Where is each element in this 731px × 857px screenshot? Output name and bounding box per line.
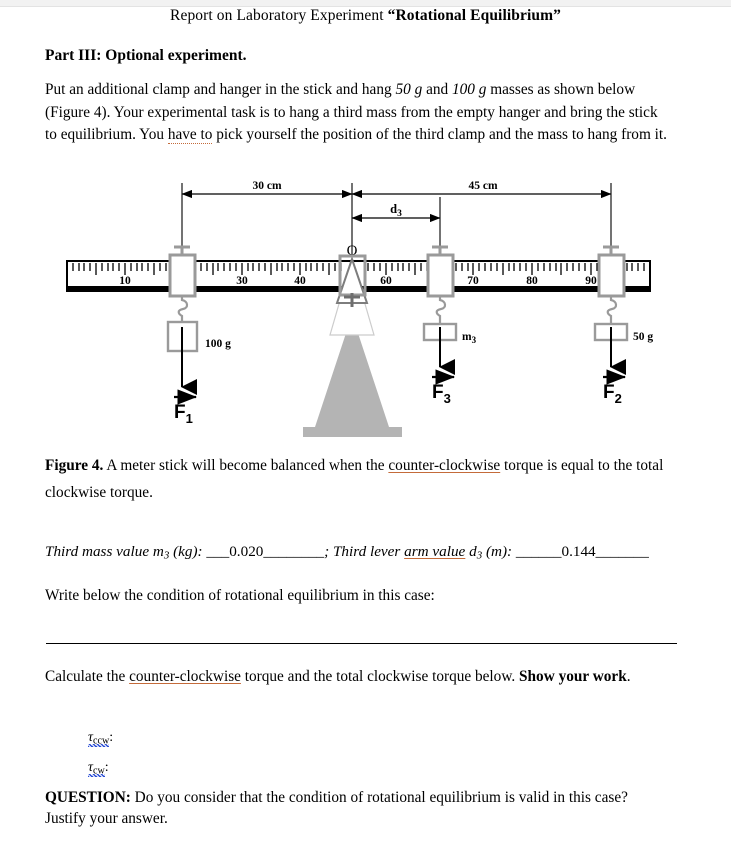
ruler-label-10: 10 bbox=[119, 275, 131, 287]
tau-cw-symbol: τ bbox=[88, 760, 94, 775]
intro-mass-100g: 100 g bbox=[452, 81, 487, 98]
ruler-label-40: 40 bbox=[294, 275, 306, 287]
answer-blank-rule[interactable] bbox=[46, 643, 677, 644]
tau-cw-subscript: cw bbox=[93, 765, 105, 777]
question-text: Do you consider that the condition of rotational equilibrium is valid in this case? Justify your answer. bbox=[45, 789, 628, 827]
tau-ccw-symbol-group bbox=[88, 730, 109, 749]
force-label-F1 bbox=[174, 397, 196, 426]
tau-cw-colon: : bbox=[104, 760, 109, 775]
calculate-prompt bbox=[45, 663, 665, 690]
intro-spellcheck-phrase: have to bbox=[167, 126, 213, 143]
intro-paragraph bbox=[45, 79, 673, 147]
hook-100g bbox=[179, 296, 187, 322]
third-mass-answer-line bbox=[45, 543, 695, 562]
third-b: (kg): ___ bbox=[169, 543, 230, 560]
dimension-d3-label: $d_3$ bbox=[390, 202, 402, 219]
third-c: ________; Third lever bbox=[263, 543, 405, 560]
third-d: d bbox=[465, 543, 477, 560]
svg-text:F3: $F_3$ bbox=[432, 382, 451, 406]
mass-m3-label: $m_3$ bbox=[462, 331, 477, 345]
figure-caption-a: A meter stick will become balanced when the bbox=[103, 457, 389, 474]
calc-c: . bbox=[626, 668, 631, 685]
third-spellcheck: arm value bbox=[404, 543, 466, 560]
svg-text:F2: $F_2$ bbox=[603, 382, 622, 406]
tau-ccw-subscript: ccw bbox=[93, 735, 110, 747]
third-f: _______ bbox=[595, 543, 649, 560]
ruler-label-70: 70 bbox=[467, 275, 479, 287]
dimension-30cm-label: 30 cm bbox=[252, 180, 282, 192]
clamp-50g bbox=[599, 246, 624, 296]
third-mass-value[interactable]: 0.020 bbox=[229, 543, 264, 560]
third-sub-1: 3 bbox=[163, 549, 170, 562]
hook-50g bbox=[608, 296, 616, 324]
figure-caption bbox=[45, 452, 677, 506]
document-title bbox=[0, 7, 731, 25]
dimension-45cm bbox=[352, 180, 611, 194]
ruler-label-30: 30 bbox=[236, 275, 248, 287]
third-a: Third mass value m bbox=[45, 543, 164, 560]
third-lever-arm-value[interactable]: 0.144 bbox=[561, 543, 596, 560]
clamp-m3 bbox=[428, 246, 453, 296]
dimension-d3 bbox=[352, 202, 440, 219]
tau-ccw-colon: : bbox=[109, 730, 114, 745]
dimension-45cm-label: 45 cm bbox=[468, 180, 498, 192]
calc-bold: Show your work bbox=[519, 668, 627, 685]
pivot-label-O: O bbox=[346, 243, 358, 259]
calc-b: torque and the total clockwise torque below. bbox=[240, 668, 520, 685]
ruler-label-90: 90 bbox=[585, 275, 597, 287]
weight-100g-label: 100 g bbox=[205, 338, 231, 350]
dimension-30cm bbox=[182, 180, 352, 194]
third-sub-2: 3 bbox=[476, 549, 483, 562]
third-e: (m): ______ bbox=[482, 543, 562, 560]
weight-50g-label: 50 g bbox=[633, 331, 654, 343]
tau-cw-symbol-group bbox=[88, 760, 105, 779]
intro-text-c: masses as shown below (Figure 4). Your experimental task is to hang a third mass from the empty hanger and bring the stick to equilibrium. You bbox=[45, 81, 658, 143]
question-paragraph bbox=[45, 787, 665, 829]
force-label-F2 bbox=[603, 377, 625, 406]
ruler-label-60: 60 bbox=[380, 275, 392, 287]
clamp-100g bbox=[170, 246, 195, 296]
intro-mass-50g: 50 g bbox=[395, 81, 423, 98]
figure-caption-b: torque is equal to the total clockwise torque. bbox=[45, 457, 664, 501]
force-label-F3 bbox=[432, 377, 454, 406]
figure-4-diagram bbox=[0, 175, 731, 445]
ruler-label-80: 80 bbox=[526, 275, 538, 287]
question-label: QUESTION: bbox=[45, 789, 131, 806]
document-title-plain: Report on Laboratory Experiment bbox=[170, 7, 388, 24]
tau-ccw-entry[interactable] bbox=[88, 730, 113, 747]
part-heading: Part III: Optional experiment. bbox=[45, 47, 247, 64]
figure-caption-label: Figure 4. bbox=[45, 457, 104, 474]
document-title-quoted: “Rotational Equilibrium” bbox=[387, 7, 561, 24]
intro-text-b: and bbox=[422, 81, 452, 98]
write-condition-prompt: Write below the condition of rotational equilibrium in this case: bbox=[45, 587, 435, 604]
hook-m3 bbox=[437, 296, 445, 324]
tau-cw-entry[interactable] bbox=[88, 760, 109, 777]
calc-a: Calculate the bbox=[45, 668, 130, 685]
figure-caption-spellcheck: counter-clockwise bbox=[388, 457, 501, 474]
svg-text:F1: $F_1$ bbox=[174, 402, 193, 426]
tau-ccw-symbol: τ bbox=[88, 730, 94, 745]
intro-text-d: pick yourself the position of the third clamp and the mass to hang from it. bbox=[212, 126, 668, 143]
intro-text-a: Put an additional clamp and hanger in the stick and hang bbox=[45, 81, 396, 98]
calc-spellcheck: counter-clockwise bbox=[129, 668, 241, 685]
